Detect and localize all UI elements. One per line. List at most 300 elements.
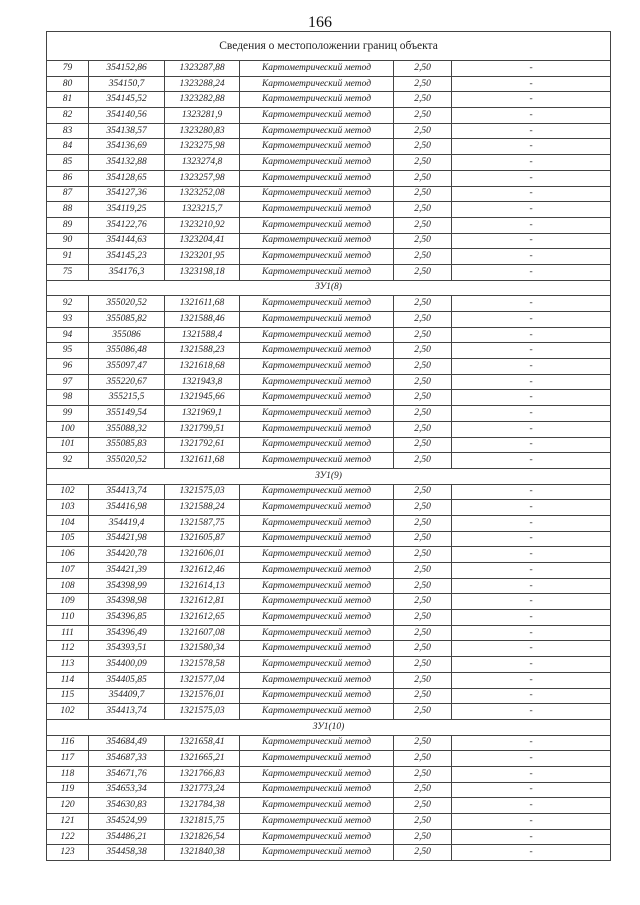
accuracy-cell: 2,50 xyxy=(394,515,452,531)
accuracy-cell: 2,50 xyxy=(394,139,452,155)
accuracy-cell: 2,50 xyxy=(394,672,452,688)
coord-x-cell: 354150,7 xyxy=(89,76,165,92)
method-cell: Картометрический метод xyxy=(240,563,394,579)
method-cell: Картометрический метод xyxy=(240,782,394,798)
accuracy-cell: 2,50 xyxy=(394,563,452,579)
method-cell: Картометрический метод xyxy=(240,515,394,531)
point-number-cell: 118 xyxy=(47,766,89,782)
point-number-cell: 95 xyxy=(47,343,89,359)
table-row xyxy=(47,139,611,155)
point-number-cell: 88 xyxy=(47,202,89,218)
method-cell: Картометрический метод xyxy=(240,186,394,202)
point-number-cell: 102 xyxy=(47,704,89,720)
point-number-cell: 115 xyxy=(47,688,89,704)
point-number-cell: 87 xyxy=(47,186,89,202)
accuracy-cell: 2,50 xyxy=(394,155,452,171)
method-cell: Картометрический метод xyxy=(240,202,394,218)
accuracy-cell: 2,50 xyxy=(394,453,452,469)
description-cell: - xyxy=(452,421,611,437)
coord-y-cell: 1321612,65 xyxy=(165,610,240,626)
table-title: Сведения о местоположении границ объекта xyxy=(47,32,611,61)
coord-y-cell: 1321588,46 xyxy=(165,312,240,328)
boundary-coordinates-table xyxy=(46,31,611,861)
coord-y-cell: 1321578,58 xyxy=(165,657,240,673)
page-number: 166 xyxy=(308,14,332,31)
description-cell: - xyxy=(452,406,611,422)
method-cell: Картометрический метод xyxy=(240,610,394,626)
point-number-cell: 83 xyxy=(47,123,89,139)
accuracy-cell: 2,50 xyxy=(394,390,452,406)
table-row xyxy=(47,359,611,375)
point-number-cell: 119 xyxy=(47,782,89,798)
coord-y-cell: 1321766,83 xyxy=(165,766,240,782)
description-cell: - xyxy=(452,688,611,704)
point-number-cell: 106 xyxy=(47,547,89,563)
section-row xyxy=(47,719,611,735)
description-cell: - xyxy=(452,578,611,594)
table-row xyxy=(47,186,611,202)
coord-y-cell: 1323215,7 xyxy=(165,202,240,218)
coord-x-cell: 354416,98 xyxy=(89,500,165,516)
accuracy-cell: 2,50 xyxy=(394,343,452,359)
description-cell: - xyxy=(452,641,611,657)
coord-x-cell: 354396,49 xyxy=(89,625,165,641)
table-row xyxy=(47,657,611,673)
method-cell: Картометрический метод xyxy=(240,264,394,280)
section-label: ЗУ1(9) xyxy=(47,468,611,484)
coord-x-cell: 355220,67 xyxy=(89,374,165,390)
description-cell: - xyxy=(452,845,611,861)
coord-x-cell: 354486,21 xyxy=(89,829,165,845)
table-row xyxy=(47,343,611,359)
point-number-cell: 85 xyxy=(47,155,89,171)
point-number-cell: 92 xyxy=(47,296,89,312)
description-cell: - xyxy=(452,484,611,500)
accuracy-cell: 2,50 xyxy=(394,845,452,861)
point-number-cell: 101 xyxy=(47,437,89,453)
coord-y-cell: 1323280,83 xyxy=(165,123,240,139)
method-cell: Картометрический метод xyxy=(240,421,394,437)
description-cell: - xyxy=(452,829,611,845)
description-cell: - xyxy=(452,500,611,516)
description-cell: - xyxy=(452,123,611,139)
coord-x-cell: 354132,88 xyxy=(89,155,165,171)
point-number-cell: 113 xyxy=(47,657,89,673)
table-row xyxy=(47,61,611,77)
coord-y-cell: 1323201,95 xyxy=(165,249,240,265)
coord-y-cell: 1321611,68 xyxy=(165,296,240,312)
table-row xyxy=(47,123,611,139)
accuracy-cell: 2,50 xyxy=(394,123,452,139)
accuracy-cell: 2,50 xyxy=(394,186,452,202)
table-body xyxy=(47,32,611,861)
section-row xyxy=(47,468,611,484)
description-cell: - xyxy=(452,217,611,233)
accuracy-cell: 2,50 xyxy=(394,625,452,641)
coord-y-cell: 1321576,01 xyxy=(165,688,240,704)
method-cell: Картометрический метод xyxy=(240,845,394,861)
method-cell: Картометрический метод xyxy=(240,531,394,547)
table-row xyxy=(47,845,611,861)
point-number-cell: 117 xyxy=(47,751,89,767)
description-cell: - xyxy=(452,296,611,312)
method-cell: Картометрический метод xyxy=(240,735,394,751)
method-cell: Картометрический метод xyxy=(240,578,394,594)
coord-x-cell: 354145,23 xyxy=(89,249,165,265)
accuracy-cell: 2,50 xyxy=(394,92,452,108)
method-cell: Картометрический метод xyxy=(240,500,394,516)
accuracy-cell: 2,50 xyxy=(394,766,452,782)
coord-x-cell: 354152,86 xyxy=(89,61,165,77)
coord-x-cell: 355086,48 xyxy=(89,343,165,359)
coord-y-cell: 1321580,34 xyxy=(165,641,240,657)
point-number-cell: 79 xyxy=(47,61,89,77)
method-cell: Картометрический метод xyxy=(240,766,394,782)
coord-x-cell: 354393,51 xyxy=(89,641,165,657)
accuracy-cell: 2,50 xyxy=(394,547,452,563)
accuracy-cell: 2,50 xyxy=(394,359,452,375)
coord-x-cell: 354396,85 xyxy=(89,610,165,626)
description-cell: - xyxy=(452,264,611,280)
description-cell: - xyxy=(452,390,611,406)
method-cell: Картометрический метод xyxy=(240,108,394,124)
description-cell: - xyxy=(452,202,611,218)
section-row xyxy=(47,280,611,296)
description-cell: - xyxy=(452,704,611,720)
coord-y-cell: 1321614,13 xyxy=(165,578,240,594)
accuracy-cell: 2,50 xyxy=(394,296,452,312)
method-cell: Картометрический метод xyxy=(240,170,394,186)
description-cell: - xyxy=(452,327,611,343)
table-row xyxy=(47,453,611,469)
accuracy-cell: 2,50 xyxy=(394,704,452,720)
table-row xyxy=(47,500,611,516)
coord-x-cell: 355215,5 xyxy=(89,390,165,406)
coord-x-cell: 354671,76 xyxy=(89,766,165,782)
point-number-cell: 98 xyxy=(47,390,89,406)
description-cell: - xyxy=(452,170,611,186)
table-row xyxy=(47,547,611,563)
method-cell: Картометрический метод xyxy=(240,641,394,657)
coord-x-cell: 354524,99 xyxy=(89,814,165,830)
accuracy-cell: 2,50 xyxy=(394,782,452,798)
coord-y-cell: 1321773,24 xyxy=(165,782,240,798)
coord-x-cell: 354458,38 xyxy=(89,845,165,861)
coord-y-cell: 1321612,81 xyxy=(165,594,240,610)
coord-x-cell: 354398,98 xyxy=(89,594,165,610)
coord-y-cell: 1323288,24 xyxy=(165,76,240,92)
description-cell: - xyxy=(452,531,611,547)
coord-y-cell: 1321588,24 xyxy=(165,500,240,516)
coord-x-cell: 354145,52 xyxy=(89,92,165,108)
accuracy-cell: 2,50 xyxy=(394,798,452,814)
method-cell: Картометрический метод xyxy=(240,359,394,375)
method-cell: Картометрический метод xyxy=(240,155,394,171)
table-row xyxy=(47,312,611,328)
point-number-cell: 105 xyxy=(47,531,89,547)
method-cell: Картометрический метод xyxy=(240,123,394,139)
coord-y-cell: 1323287,88 xyxy=(165,61,240,77)
method-cell: Картометрический метод xyxy=(240,217,394,233)
accuracy-cell: 2,50 xyxy=(394,76,452,92)
point-number-cell: 110 xyxy=(47,610,89,626)
table-row xyxy=(47,515,611,531)
accuracy-cell: 2,50 xyxy=(394,374,452,390)
description-cell: - xyxy=(452,453,611,469)
coord-y-cell: 1321588,4 xyxy=(165,327,240,343)
coord-x-cell: 355088,32 xyxy=(89,421,165,437)
method-cell: Картометрический метод xyxy=(240,704,394,720)
description-cell: - xyxy=(452,735,611,751)
coord-x-cell: 354176,3 xyxy=(89,264,165,280)
table-row xyxy=(47,829,611,845)
coord-y-cell: 1321577,04 xyxy=(165,672,240,688)
accuracy-cell: 2,50 xyxy=(394,202,452,218)
description-cell: - xyxy=(452,657,611,673)
description-cell: - xyxy=(452,814,611,830)
coord-x-cell: 355085,83 xyxy=(89,437,165,453)
description-cell: - xyxy=(452,92,611,108)
description-cell: - xyxy=(452,139,611,155)
method-cell: Картометрический метод xyxy=(240,374,394,390)
coord-y-cell: 1321588,23 xyxy=(165,343,240,359)
description-cell: - xyxy=(452,359,611,375)
coord-y-cell: 1323210,92 xyxy=(165,217,240,233)
coord-y-cell: 1323252,08 xyxy=(165,186,240,202)
table-row xyxy=(47,406,611,422)
description-cell: - xyxy=(452,610,611,626)
description-cell: - xyxy=(452,61,611,77)
table-row xyxy=(47,782,611,798)
coord-y-cell: 1321612,46 xyxy=(165,563,240,579)
coord-x-cell: 355086 xyxy=(89,327,165,343)
point-number-cell: 94 xyxy=(47,327,89,343)
description-cell: - xyxy=(452,547,611,563)
point-number-cell: 84 xyxy=(47,139,89,155)
point-number-cell: 108 xyxy=(47,578,89,594)
table-row xyxy=(47,92,611,108)
coord-x-cell: 355020,52 xyxy=(89,453,165,469)
accuracy-cell: 2,50 xyxy=(394,735,452,751)
method-cell: Картометрический метод xyxy=(240,296,394,312)
point-number-cell: 89 xyxy=(47,217,89,233)
accuracy-cell: 2,50 xyxy=(394,233,452,249)
coord-x-cell: 354419,4 xyxy=(89,515,165,531)
coord-y-cell: 1323281,9 xyxy=(165,108,240,124)
section-label: ЗУ1(8) xyxy=(47,280,611,296)
accuracy-cell: 2,50 xyxy=(394,264,452,280)
coord-x-cell: 354405,85 xyxy=(89,672,165,688)
accuracy-cell: 2,50 xyxy=(394,751,452,767)
coord-y-cell: 1321587,75 xyxy=(165,515,240,531)
accuracy-cell: 2,50 xyxy=(394,531,452,547)
point-number-cell: 99 xyxy=(47,406,89,422)
table-row xyxy=(47,625,611,641)
coord-x-cell: 354119,25 xyxy=(89,202,165,218)
table-row xyxy=(47,766,611,782)
accuracy-cell: 2,50 xyxy=(394,814,452,830)
coord-y-cell: 1323282,88 xyxy=(165,92,240,108)
method-cell: Картометрический метод xyxy=(240,390,394,406)
point-number-cell: 111 xyxy=(47,625,89,641)
coord-x-cell: 354400,09 xyxy=(89,657,165,673)
description-cell: - xyxy=(452,155,611,171)
description-cell: - xyxy=(452,233,611,249)
accuracy-cell: 2,50 xyxy=(394,170,452,186)
method-cell: Картометрический метод xyxy=(240,343,394,359)
point-number-cell: 80 xyxy=(47,76,89,92)
coord-y-cell: 1321792,61 xyxy=(165,437,240,453)
method-cell: Картометрический метод xyxy=(240,594,394,610)
method-cell: Картометрический метод xyxy=(240,312,394,328)
coord-x-cell: 354421,98 xyxy=(89,531,165,547)
point-number-cell: 81 xyxy=(47,92,89,108)
coord-x-cell: 354398,99 xyxy=(89,578,165,594)
point-number-cell: 96 xyxy=(47,359,89,375)
table-row xyxy=(47,233,611,249)
coord-y-cell: 1321945,66 xyxy=(165,390,240,406)
table-row xyxy=(47,735,611,751)
coord-x-cell: 355097,47 xyxy=(89,359,165,375)
coord-y-cell: 1321606,01 xyxy=(165,547,240,563)
coord-x-cell: 354630,83 xyxy=(89,798,165,814)
table-row xyxy=(47,672,611,688)
method-cell: Картометрический метод xyxy=(240,688,394,704)
table-row xyxy=(47,264,611,280)
description-cell: - xyxy=(452,374,611,390)
accuracy-cell: 2,50 xyxy=(394,484,452,500)
coord-x-cell: 355020,52 xyxy=(89,296,165,312)
point-number-cell: 93 xyxy=(47,312,89,328)
method-cell: Картометрический метод xyxy=(240,829,394,845)
table-row xyxy=(47,421,611,437)
method-cell: Картометрический метод xyxy=(240,672,394,688)
table-row xyxy=(47,390,611,406)
point-number-cell: 109 xyxy=(47,594,89,610)
description-cell: - xyxy=(452,782,611,798)
coord-y-cell: 1321969,1 xyxy=(165,406,240,422)
coord-x-cell: 354653,34 xyxy=(89,782,165,798)
table-row xyxy=(47,296,611,312)
method-cell: Картометрический метод xyxy=(240,453,394,469)
method-cell: Картометрический метод xyxy=(240,61,394,77)
point-number-cell: 103 xyxy=(47,500,89,516)
coord-y-cell: 1321607,08 xyxy=(165,625,240,641)
point-number-cell: 86 xyxy=(47,170,89,186)
accuracy-cell: 2,50 xyxy=(394,688,452,704)
accuracy-cell: 2,50 xyxy=(394,406,452,422)
table-row xyxy=(47,170,611,186)
method-cell: Картометрический метод xyxy=(240,625,394,641)
method-cell: Картометрический метод xyxy=(240,484,394,500)
description-cell: - xyxy=(452,594,611,610)
method-cell: Картометрический метод xyxy=(240,327,394,343)
coord-y-cell: 1321665,21 xyxy=(165,751,240,767)
method-cell: Картометрический метод xyxy=(240,437,394,453)
point-number-cell: 82 xyxy=(47,108,89,124)
method-cell: Картометрический метод xyxy=(240,547,394,563)
point-number-cell: 102 xyxy=(47,484,89,500)
accuracy-cell: 2,50 xyxy=(394,108,452,124)
description-cell: - xyxy=(452,751,611,767)
coord-y-cell: 1321784,38 xyxy=(165,798,240,814)
coord-x-cell: 354420,78 xyxy=(89,547,165,563)
description-cell: - xyxy=(452,108,611,124)
table-row xyxy=(47,641,611,657)
point-number-cell: 107 xyxy=(47,563,89,579)
description-cell: - xyxy=(452,672,611,688)
table-row xyxy=(47,484,611,500)
method-cell: Картометрический метод xyxy=(240,139,394,155)
coord-x-cell: 354421,39 xyxy=(89,563,165,579)
point-number-cell: 92 xyxy=(47,453,89,469)
table-row xyxy=(47,108,611,124)
point-number-cell: 121 xyxy=(47,814,89,830)
accuracy-cell: 2,50 xyxy=(394,61,452,77)
coord-y-cell: 1321575,03 xyxy=(165,704,240,720)
table-title-row xyxy=(47,32,611,61)
accuracy-cell: 2,50 xyxy=(394,217,452,233)
point-number-cell: 100 xyxy=(47,421,89,437)
table-row xyxy=(47,814,611,830)
coord-x-cell: 354122,76 xyxy=(89,217,165,233)
table-row xyxy=(47,688,611,704)
coord-y-cell: 1323257,98 xyxy=(165,170,240,186)
point-number-cell: 97 xyxy=(47,374,89,390)
coord-x-cell: 354128,65 xyxy=(89,170,165,186)
method-cell: Картометрический метод xyxy=(240,751,394,767)
coord-x-cell: 354127,36 xyxy=(89,186,165,202)
method-cell: Картометрический метод xyxy=(240,92,394,108)
description-cell: - xyxy=(452,343,611,359)
accuracy-cell: 2,50 xyxy=(394,578,452,594)
point-number-cell: 120 xyxy=(47,798,89,814)
table-row xyxy=(47,704,611,720)
method-cell: Картометрический метод xyxy=(240,406,394,422)
table-row xyxy=(47,217,611,233)
table-row xyxy=(47,76,611,92)
table-row xyxy=(47,531,611,547)
point-number-cell: 116 xyxy=(47,735,89,751)
description-cell: - xyxy=(452,798,611,814)
accuracy-cell: 2,50 xyxy=(394,249,452,265)
description-cell: - xyxy=(452,625,611,641)
accuracy-cell: 2,50 xyxy=(394,421,452,437)
point-number-cell: 91 xyxy=(47,249,89,265)
description-cell: - xyxy=(452,515,611,531)
description-cell: - xyxy=(452,766,611,782)
section-label: ЗУ1(10) xyxy=(47,719,611,735)
method-cell: Картометрический метод xyxy=(240,233,394,249)
description-cell: - xyxy=(452,76,611,92)
table-row xyxy=(47,202,611,218)
table-row xyxy=(47,610,611,626)
table-row xyxy=(47,578,611,594)
coord-x-cell: 355085,82 xyxy=(89,312,165,328)
accuracy-cell: 2,50 xyxy=(394,594,452,610)
method-cell: Картометрический метод xyxy=(240,798,394,814)
description-cell: - xyxy=(452,186,611,202)
accuracy-cell: 2,50 xyxy=(394,437,452,453)
accuracy-cell: 2,50 xyxy=(394,657,452,673)
method-cell: Картометрический метод xyxy=(240,657,394,673)
accuracy-cell: 2,50 xyxy=(394,641,452,657)
point-number-cell: 90 xyxy=(47,233,89,249)
point-number-cell: 114 xyxy=(47,672,89,688)
accuracy-cell: 2,50 xyxy=(394,312,452,328)
method-cell: Картометрический метод xyxy=(240,814,394,830)
coord-x-cell: 354684,49 xyxy=(89,735,165,751)
